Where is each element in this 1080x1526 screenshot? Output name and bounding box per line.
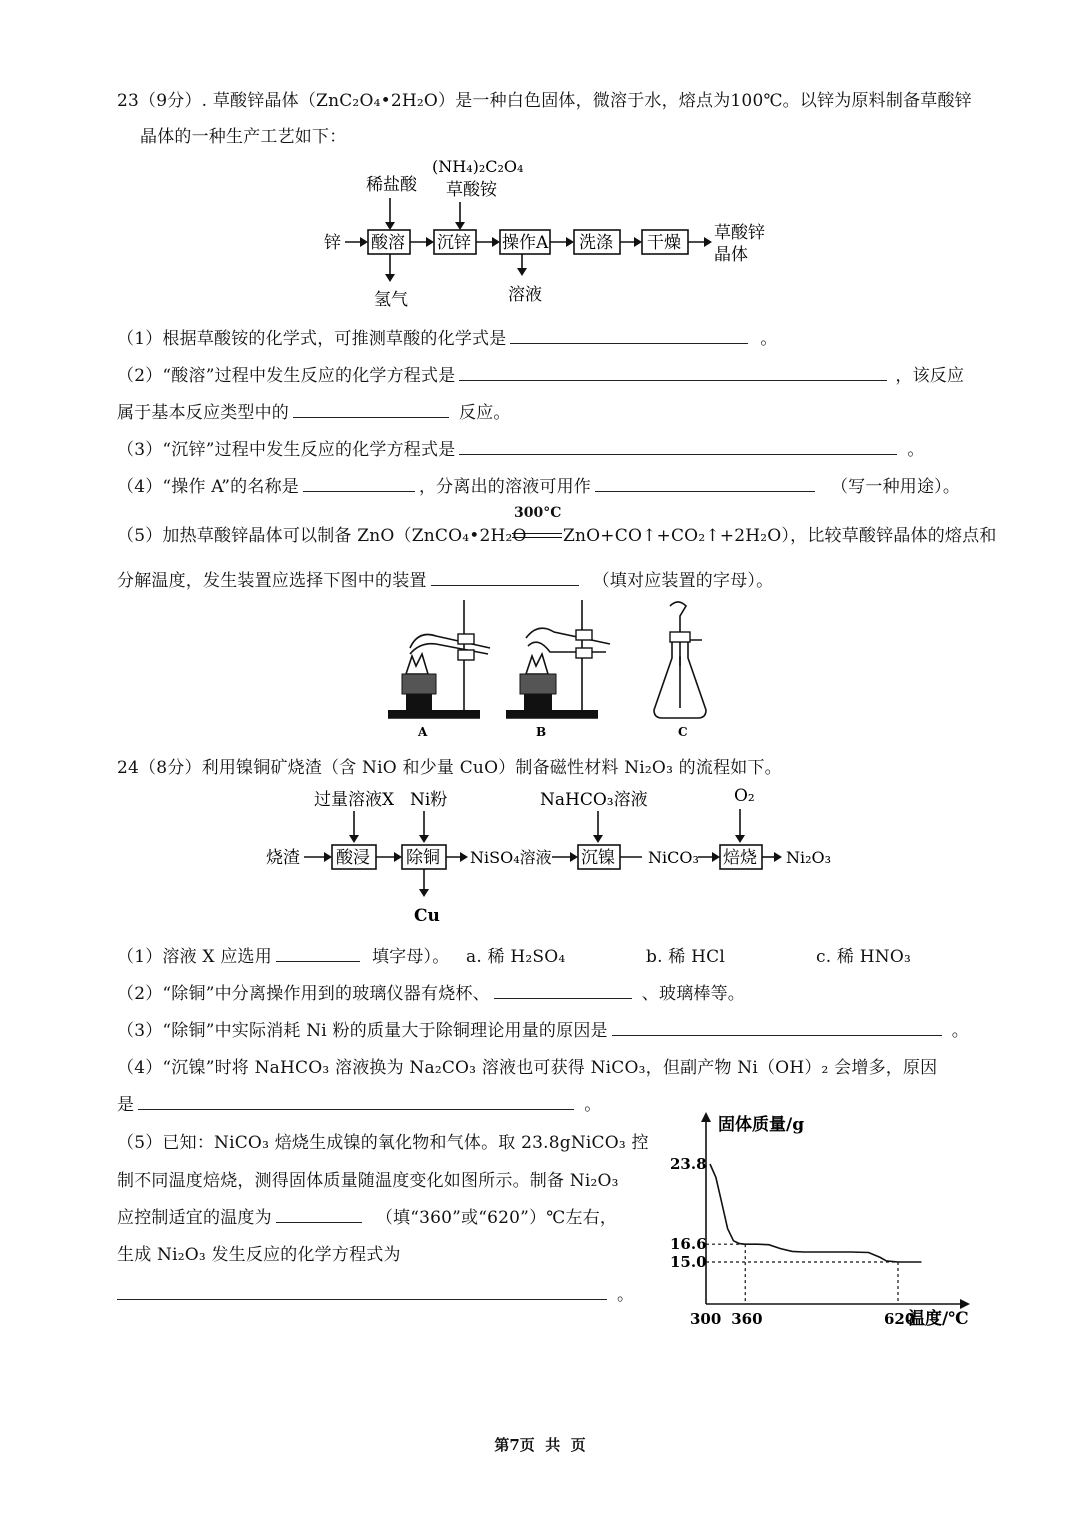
q23-sub2-line1: （2）“酸溶”过程中发生反应的化学方程式是 ，该反应 [117,366,965,386]
q23-sub2-line2: 属于基本反应类型中的 反应。 [117,403,511,423]
q24-sub5-line4: 生成 Ni₂O₃ 发生反应的化学方程式为 [117,1245,401,1265]
q23-blank6[interactable] [595,490,815,492]
q24-option-b: b. 稀 HCl [646,947,725,967]
q23-blank5[interactable] [303,490,415,492]
q23-sub3: （3）“沉锌”过程中发生反应的化学方程式是 。 [117,440,925,460]
q24-flow-step3: 沉镍 [581,848,615,868]
q24-sub1: （1）溶液 X 应选用 填字母）。 [117,947,450,967]
q24-intro: 24（8分）利用镍铜矿烧渣（含 NiO 和少量 CuO）制备磁性材料 Ni₂O₃ 的流程如下。 [117,758,782,778]
q24-blank5[interactable] [276,1221,362,1223]
page-footer: 第7页 共 页 [494,1436,586,1454]
q23-flow-out1: 氢气 [374,290,408,310]
q24-flowchart [262,783,842,928]
q23-sub1: （1）根据草酸铵的化学式，可推测草酸的化学式是 。 [117,329,778,349]
apparatus-a [388,600,490,739]
q24-flow-product: Ni₂O₃ [786,848,832,867]
q23-reaction-arrow-bottom [512,537,562,538]
q24-blank3[interactable] [612,1034,942,1036]
q23-intro-line1: 23（9分）. 草酸锌晶体（ZnC₂O₄•2H₂O）是一种白色固体，微溶于水，熔点为100℃。以锌为原料制备草酸锌 [117,91,972,111]
q24-flow-mid2: NiCO₃ [648,848,699,867]
q23-flow-step1: 酸溶 [371,233,405,253]
chart-y-axis-arrow [701,1112,711,1122]
q23-flow-step2: 沉锌 [437,233,471,253]
chart-x-label: 温度/℃ [908,1309,969,1329]
q24-blank4[interactable] [138,1108,574,1110]
q24-blank6[interactable] [117,1298,607,1300]
chart-x-axis-arrow [960,1299,970,1309]
chart-y-label: 固体质量/g [718,1115,805,1135]
q24-sub5-line2: 制不同温度焙烧，测得固体质量随温度变化如图所示。制备 Ni₂O₃ [117,1171,619,1191]
q24-flow-in2: Ni粉 [410,790,448,810]
q23-flow-start: 锌 [324,233,341,253]
q24-sub4-line2: 是 。 [117,1095,602,1115]
q23-blank7[interactable] [431,584,579,586]
q23-blank1[interactable] [510,342,748,344]
q24-sub5-line1: （5）已知：NiCO₃ 焙烧生成镍的氧化物和气体。取 23.8gNiCO₃ 控 [117,1133,649,1153]
q23-reaction-arrow-top [512,533,562,534]
q24-sub2: （2）“除铜”中分离操作用到的玻璃仪器有烧杯、 、玻璃棒等。 [117,984,745,1004]
q23-blank2[interactable] [459,379,887,381]
q24-sub5-line3: 应控制适宜的温度为 （填“360”或“620”）℃左右， [117,1208,618,1228]
q23-flow-reagent2-formula: (NH₄)₂C₂O₄ [432,157,524,176]
apparatus-b [506,600,610,739]
q24-flow-in4: O₂ [734,786,755,806]
mass-temperature-chart [660,1106,990,1332]
q24-blank2[interactable] [494,997,632,999]
chart-y-tick-label: 15.0 [670,1253,707,1271]
q24-option-c: c. 稀 HNO₃ [816,947,911,967]
chart-x-tick-label: 300 [690,1310,722,1328]
q24-flow-step2: 除铜 [406,848,440,868]
chart-x-tick-label: 620 [884,1310,916,1328]
q24-sub3: （3）“除铜”中实际消耗 Ni 粉的质量大于除铜理论用量的原因是 。 [117,1021,969,1041]
q24-sub4-line1: （4）“沉镍”时将 NaHCO₃ 溶液换为 Na₂CO₃ 溶液也可获得 NiCO₃，但副产物 Ni（OH）₂ 会增多，原因 [117,1058,938,1078]
q24-flow-mid1: NiSO₄溶液 [470,848,552,867]
q23-flow-product1: 草酸锌 [714,223,765,243]
apparatus-label-b: B [536,725,547,739]
chart-x-tick-label: 360 [731,1310,763,1328]
q23-sub5-line2: 分解温度，发生装置应选择下图中的装置 （填对应装置的字母）。 [117,571,774,591]
q24-flow-step4: 焙烧 [723,848,757,868]
q23-blank3[interactable] [293,416,449,418]
q24-option-a: a. 稀 H₂SO₄ [466,947,566,967]
q23-flow-reagent2-name: 草酸铵 [446,180,497,200]
q23-flow-reagent1: 稀盐酸 [366,175,417,195]
q23-flow-step4: 洗涤 [579,233,613,253]
apparatus-label-c: C [678,725,688,739]
q24-blank1[interactable] [276,960,360,962]
q23-sub4: （4）“操作 A”的名称是 ，分离出的溶液可用作 （写一种用途）。 [117,477,961,497]
q23-blank4[interactable] [459,453,897,455]
q23-flow-product2: 晶体 [714,245,748,265]
q23-flow-out2: 溶液 [508,285,542,305]
q23-intro-line2: 晶体的一种生产工艺如下： [140,127,347,147]
q24-flow-in3: NaHCO₃溶液 [540,790,648,810]
q24-sub5-line5: 。 [117,1280,634,1305]
q23-flow-step5: 干燥 [647,233,681,253]
q24-flow-step1: 酸浸 [336,848,370,868]
q24-flow-out1: Cu [414,906,440,926]
q24-flow-start: 烧渣 [266,848,300,868]
chart-y-tick-label: 23.8 [670,1155,707,1173]
chart-y-tick-label: 16.6 [670,1235,707,1254]
q23-reaction-condition: 300°C [514,505,562,521]
apparatus-c [654,602,706,739]
chart-series-line [710,1164,922,1262]
q23-flow-step3: 操作A [502,233,549,253]
q24-flow-in1: 过量溶液X [314,790,395,810]
q23-flowchart [300,150,800,315]
apparatus-figure [380,596,720,744]
apparatus-label-a: A [418,725,428,739]
